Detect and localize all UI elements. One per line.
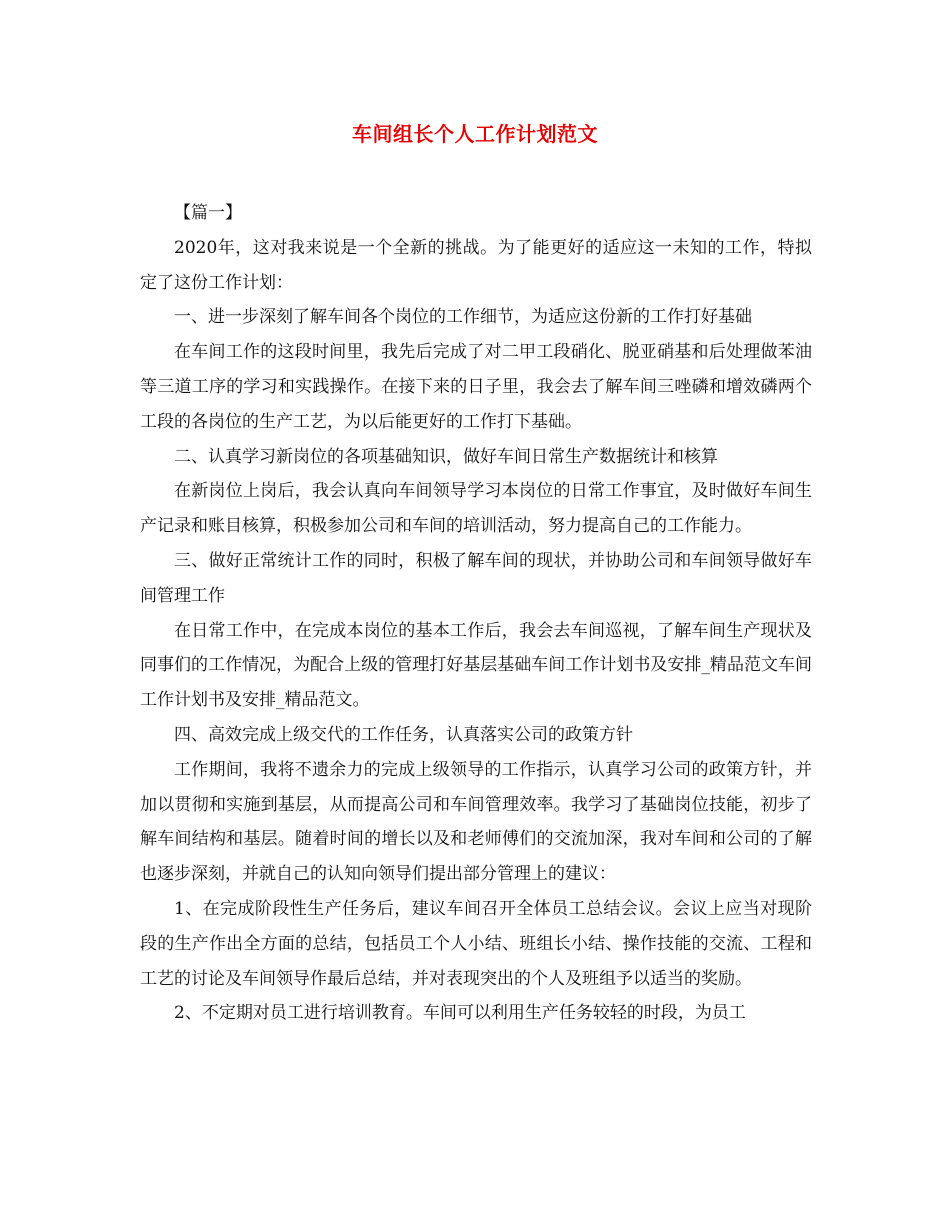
heading-point-four: 四、高效完成上级交代的工作任务，认真落实公司的政策方针 (174, 724, 633, 745)
section-heading-part-one: 【篇一】 (174, 203, 242, 223)
suggestion-two: 2、不定期对员工进行培训教育。车间可以利用生产任务较轻的时段，为员工 (174, 1003, 746, 1024)
heading-point-three: 三、做好正常统计工作的同时，积极了解车间的现状，并协助公司和车间领导做好车间管理工作 (140, 550, 812, 606)
paragraph-intro: 2020年，这对我来说是一个全新的挑战。为了能更好的适应这一未知的工作，特拟定了这份工作计划： (140, 237, 812, 293)
document-title: 车间组长个人工作计划范文 (352, 122, 598, 146)
paragraph-point-two: 在新岗位上岗后，我会认真向车间领导学习本岗位的日常工作事宜，及时做好车间生产记录和账目核算，积极参加公司和车间的培训活动，努力提高自己的工作能力。 (140, 481, 812, 537)
paragraph-point-one: 在车间工作的这段时间里，我先后完成了对二甲工段硝化、脱亚硝基和后处理做苯油等三道工序的学习和实践操作。在接下来的日子里，我会去了解车间三唑磷和增效磷两个工段的各岗位的生产工艺，为以后能更好的工作打下基础。 (140, 342, 812, 432)
heading-point-two: 二、认真学习新岗位的各项基础知识，做好车间日常生产数据统计和核算 (174, 446, 718, 467)
heading-point-one: 一、进一步深刻了解车间各个岗位的工作细节，为适应这份新的工作打好基础 (174, 307, 752, 328)
suggestion-one: 1、在完成阶段性生产任务后，建议车间召开全体员工总结会议。会议上应当对现阶段的生产作出全方面的总结，包括员工个人小结、班组长小结、操作技能的交流、工程和工艺的讨论及车间领导作最后总结，并对表现突出的个人及班组予以适当的奖励。 (140, 898, 812, 989)
document-body (140, 196, 812, 1031)
paragraph-point-three: 在日常工作中，在完成本岗位的基本工作后，我会去车间巡视，了解车间生产现状及同事们的工作情况，为配合上级的管理打好基层基础车间工作计划书及安排_精品范文车间工作计划书及安排_精品范文。 (140, 620, 812, 711)
paragraph-point-four: 工作期间，我将不遗余力的完成上级领导的工作指示，认真学习公司的政策方针，并加以贯彻和实施到基层，从而提高公司和车间管理效率。我学习了基础岗位技能，初步了解车间结构和基层。随着时间的增长以及和老师傅们的交流加深，我对车间和公司的了解也逐步深刻，并就自己的认知向领导们提出部分管理上的建议： (140, 759, 812, 885)
